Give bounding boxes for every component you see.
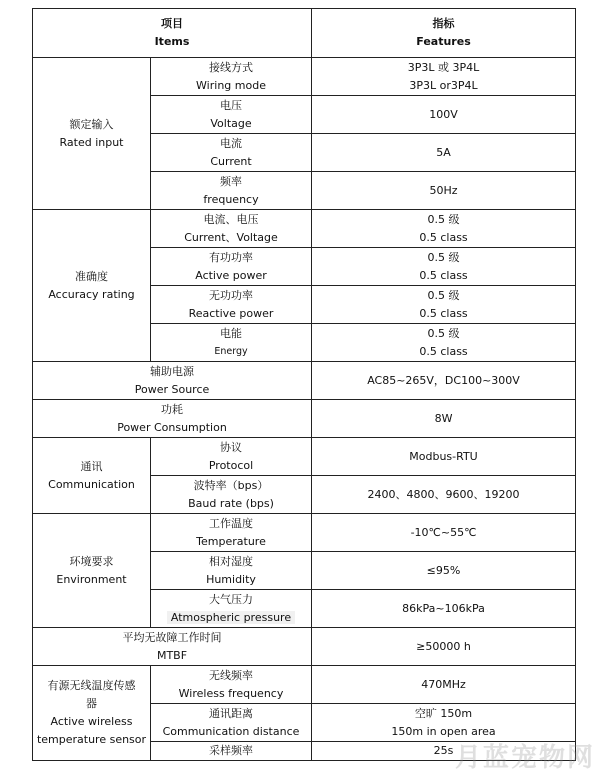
group-communication: 通讯 Communication (33, 438, 151, 514)
table-row (33, 514, 576, 552)
item-voltage: 电压 Voltage (151, 96, 312, 134)
header-row (33, 9, 576, 58)
item-frequency: 频率 frequency (151, 172, 312, 210)
item-current: 电流 Current (151, 134, 312, 172)
table-row (33, 666, 576, 704)
item-temperature: 工作温度 Temperature (151, 514, 312, 552)
item-power-source: 辅助电源 Power Source (33, 362, 312, 400)
table-row (33, 362, 576, 400)
item-active-power: 有功功率 Active power (151, 248, 312, 286)
item-humidity: 相对湿度 Humidity (151, 552, 312, 590)
value-atmospheric-pressure: 86kPa~106kPa (312, 590, 576, 628)
watermark: 月蓝宠物网 (454, 743, 595, 773)
value-power-source: AC85~265V，DC100~300V (312, 362, 576, 400)
value-wireless-frequency: 470MHz (312, 666, 576, 704)
value-current-voltage: 0.5 级 0.5 class (312, 210, 576, 248)
value-frequency: 50Hz (312, 172, 576, 210)
item-atmospheric-pressure: 大气压力 Atmospheric pressure (151, 590, 312, 628)
value-temperature: -10℃~55℃ (312, 514, 576, 552)
group-environment: 环境要求 Environment (33, 514, 151, 628)
value-power-consumption: 8W (312, 400, 576, 438)
item-protocol: 协议 Protocol (151, 438, 312, 476)
header-items: 项目 Items (33, 9, 312, 58)
item-communication-distance: 通讯距离 Communication distance (151, 704, 312, 742)
value-energy: 0.5 级 0.5 class (312, 324, 576, 362)
table-row (33, 438, 576, 476)
table-row (33, 58, 576, 96)
value-sampling-frequency: 25s (312, 742, 576, 761)
value-protocol: Modbus-RTU (312, 438, 576, 476)
item-current-voltage: 电流、电压 Current、Voltage (151, 210, 312, 248)
item-wiring-mode: 接线方式 Wiring mode (151, 58, 312, 96)
value-communication-distance: 空旷 150m 150m in open area (312, 704, 576, 742)
value-active-power: 0.5 级 0.5 class (312, 248, 576, 286)
value-current: 5A (312, 134, 576, 172)
item-power-consumption: 功耗 Power Consumption (33, 400, 312, 438)
group-accuracy: 准确度 Accuracy rating (33, 210, 151, 362)
value-reactive-power: 0.5 级 0.5 class (312, 286, 576, 324)
item-sampling-frequency: 采样频率 (151, 742, 312, 761)
item-wireless-frequency: 无线频率 Wireless frequency (151, 666, 312, 704)
group-rated-input: 额定输入 Rated input (33, 58, 151, 210)
value-wiring-mode: 3P3L 或 3P4L 3P3L or3P4L (312, 58, 576, 96)
table-row (33, 628, 576, 666)
header-features: 指标 Features (312, 9, 576, 58)
value-humidity: ≤95% (312, 552, 576, 590)
value-baud-rate: 2400、4800、9600、19200 (312, 476, 576, 514)
spec-table (32, 8, 576, 761)
group-wireless-sensor: 有源无线温度传感 器 Active wireless temperature sensor (33, 666, 151, 761)
item-baud-rate: 波特率（bps） Baud rate (bps) (151, 476, 312, 514)
item-energy: 电能 Energy (151, 324, 312, 362)
table-row (33, 400, 576, 438)
item-reactive-power: 无功功率 Reactive power (151, 286, 312, 324)
item-mtbf: 平均无故障工作时间 MTBF (33, 628, 312, 666)
value-voltage: 100V (312, 96, 576, 134)
value-mtbf: ≥50000 h (312, 628, 576, 666)
table-row (33, 210, 576, 248)
